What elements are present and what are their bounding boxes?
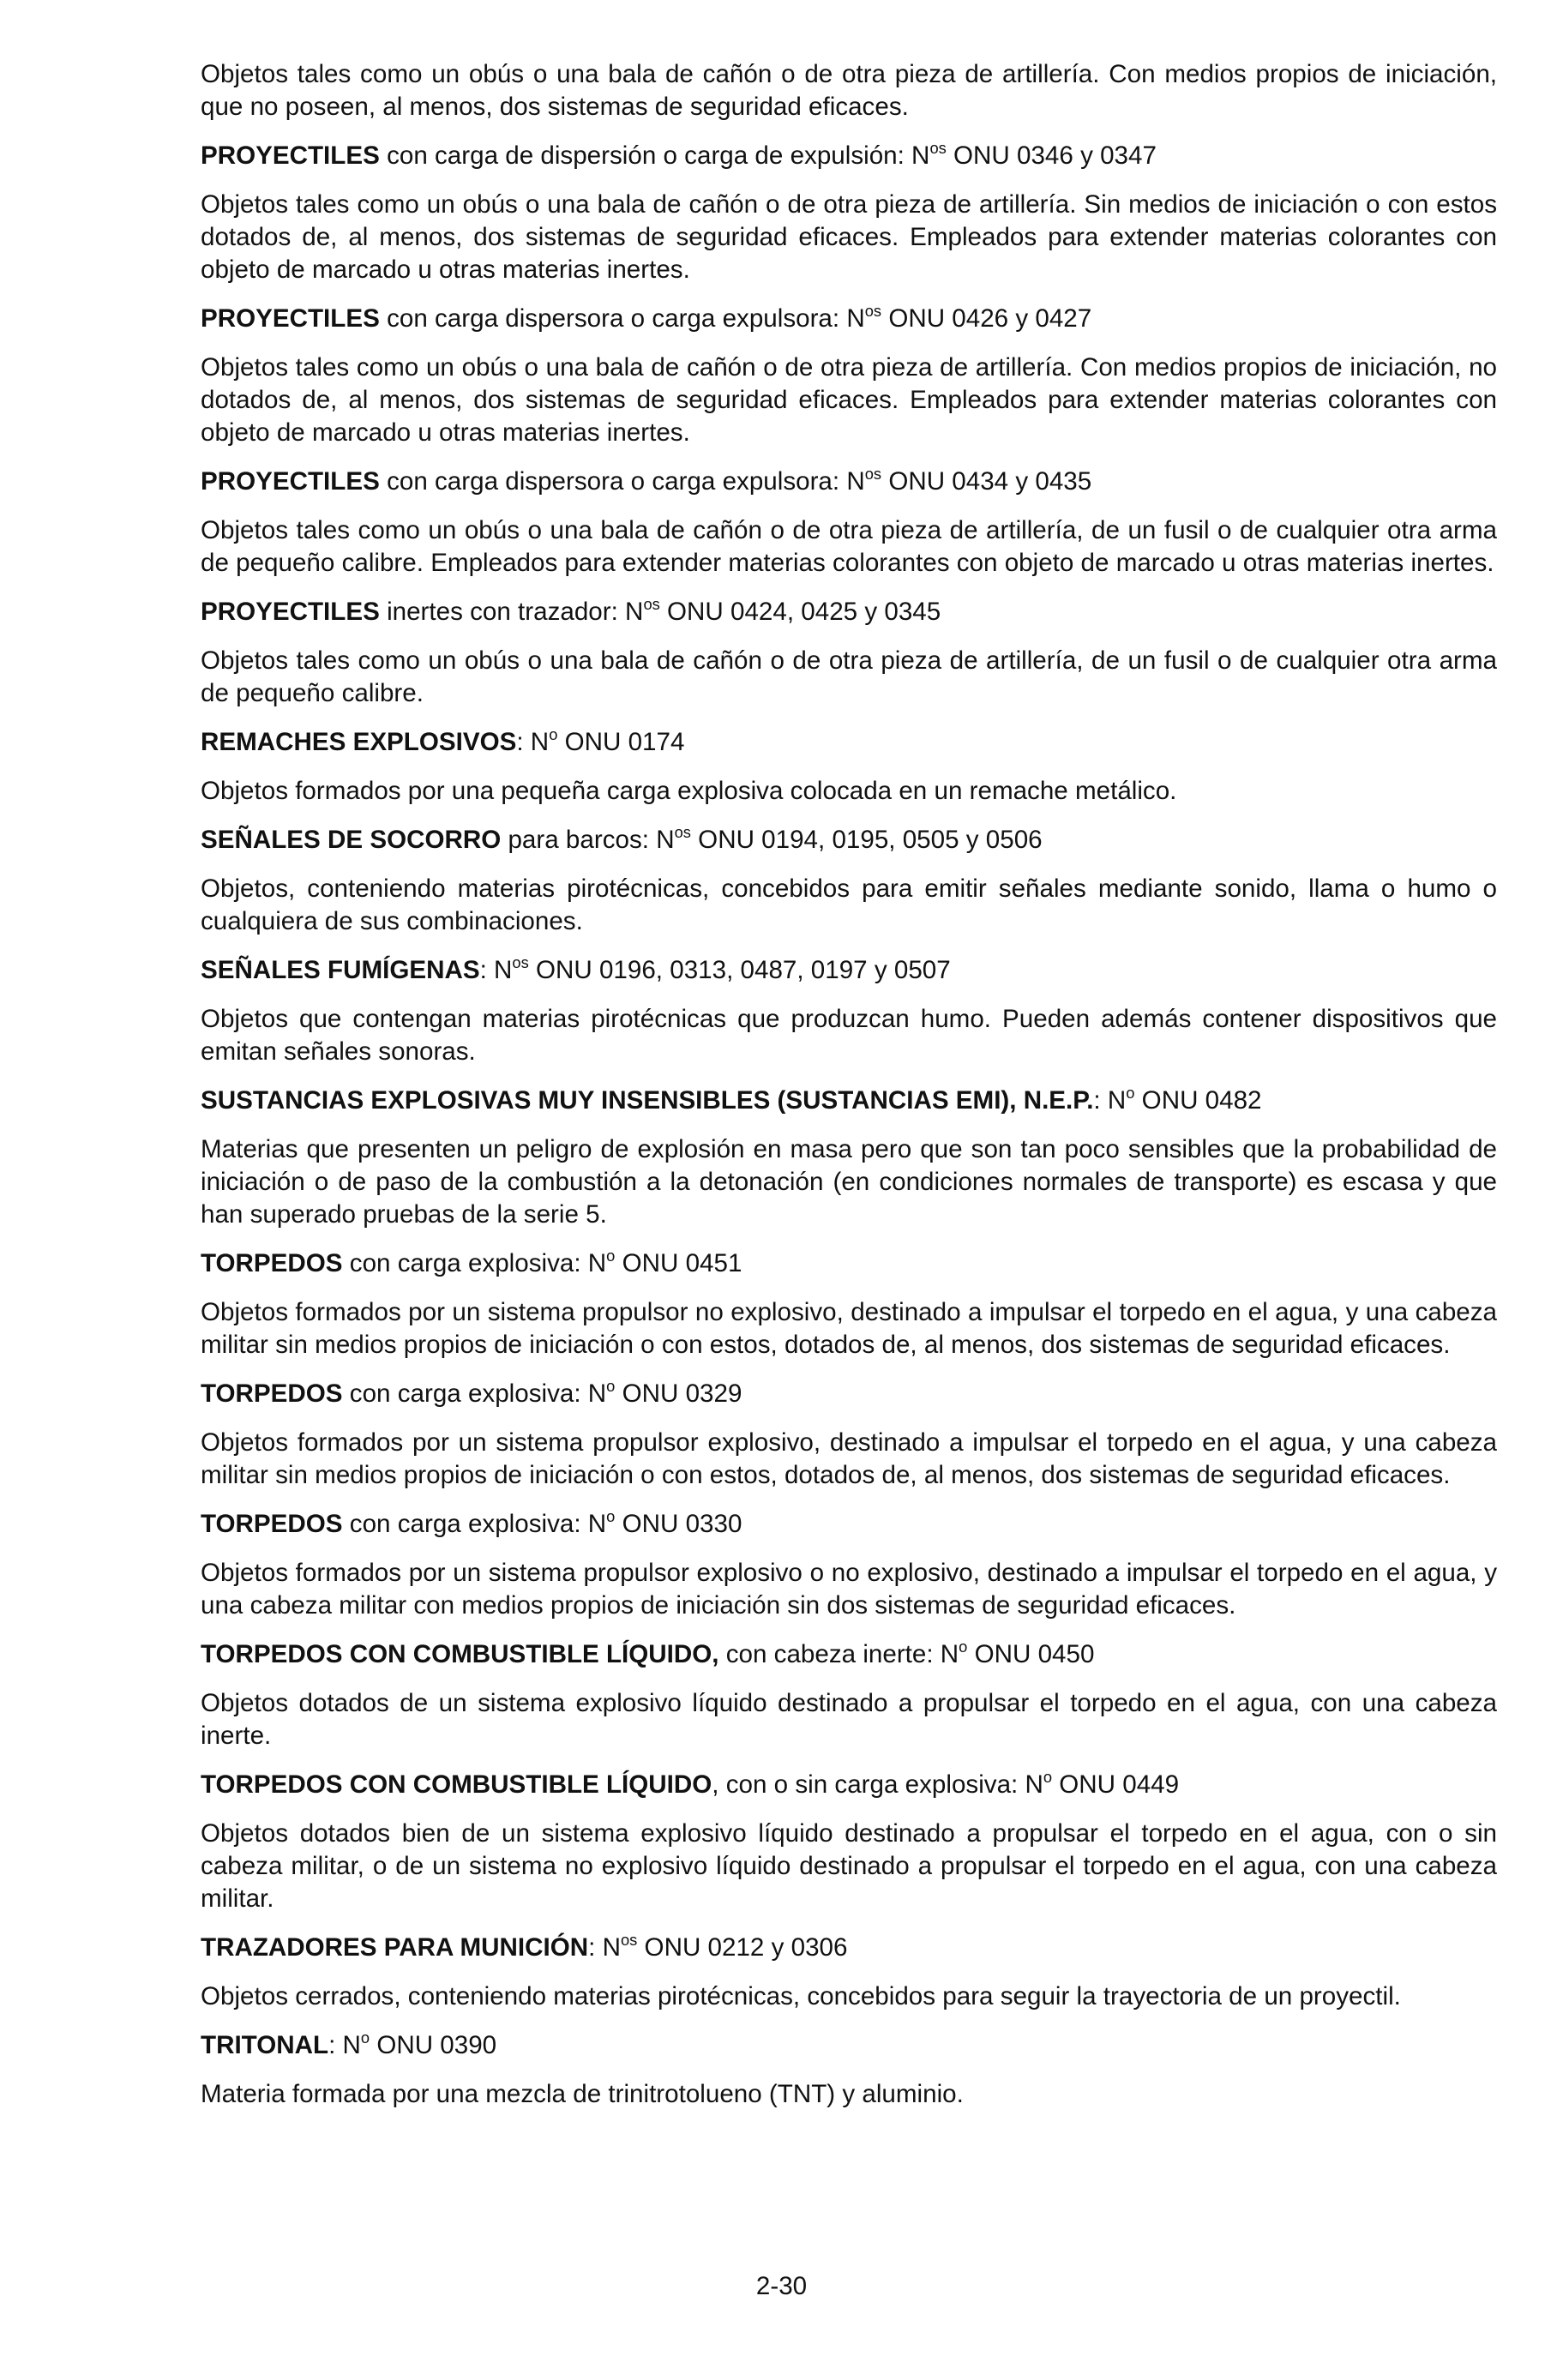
page-number: 2-30 xyxy=(755,2272,808,2300)
description-paragraph: Objetos tales como un obús o una bala de cañón o de otra pieza de artillería, de un fusil o de cualquier otra arma de pequeño calibre. Empleados para extender materias colorantes con objeto de marcado u otras materias inertes. xyxy=(201,516,1497,577)
entry-heading xyxy=(201,466,1497,498)
entry-heading xyxy=(201,1769,1497,1801)
entry-sup: o xyxy=(549,725,558,744)
entry-heading xyxy=(201,1247,1497,1280)
entry-text: con carga dispersora o carga expulsora: N xyxy=(379,467,865,496)
entry-sup: o xyxy=(1126,1084,1135,1103)
description-paragraph: Objetos formados por un sistema propulsor no explosivo, destinado a impulsar el torpedo en el agua, y una cabeza militar sin medios propios de iniciación o con estos, dotados de, al menos, dos sistemas de seguridad eficaces. xyxy=(201,1298,1497,1359)
entry-un-numbers: ONU 0449 xyxy=(1052,1770,1180,1799)
entry-title: SUSTANCIAS EXPLOSIVAS MUY INSENSIBLES (SUSTANCIAS EMI), N.E.P. xyxy=(201,1086,1094,1115)
entry-heading xyxy=(201,1638,1497,1671)
entry-text: con carga dispersora o carga expulsora: N xyxy=(379,304,865,333)
entry-un-numbers: ONU 0174 xyxy=(557,728,685,756)
entry-un-numbers: ONU 0196, 0313, 0487, 0197 y 0507 xyxy=(528,956,951,984)
description-paragraph: Objetos cerrados, conteniendo materias pirotécnicas, concebidos para seguir la trayectoria de un proyectil. xyxy=(201,1982,1401,2010)
entry-sup: o xyxy=(606,1507,616,1526)
entry-title: PROYECTILES xyxy=(201,467,380,496)
entry-sup: os xyxy=(929,139,947,158)
entry-sup: os xyxy=(643,595,660,614)
entry-heading xyxy=(201,726,1497,759)
entry-sup: o xyxy=(1043,1768,1053,1787)
entry-heading xyxy=(201,2029,1497,2062)
entry-heading xyxy=(201,303,1497,335)
entry-text: : N xyxy=(1093,1086,1127,1115)
description-paragraph: Materias que presenten un peligro de explosión en masa pero que son tan poco sensibles que la probabilidad de iniciación o de paso de la combustión a la detonación (en condiciones normales de transporte) es escasa y que han superado pruebas de la serie 5. xyxy=(201,1135,1497,1229)
entry-text: con carga explosiva: N xyxy=(342,1249,607,1277)
description-paragraph: Objetos tales como un obús o una bala de cañón o de otra pieza de artillería. Con medios propios de iniciación, que no poseen, al menos, dos sistemas de seguridad eficaces. xyxy=(201,60,1497,121)
description-paragraph: Objetos formados por un sistema propulsor explosivo, destinado a impulsar el torpedo en el agua, y una cabeza militar sin medios propios de iniciación o con estos, dotados de, al menos, dos sistemas de seguridad eficaces. xyxy=(201,1428,1497,1489)
entry-heading xyxy=(201,1378,1497,1410)
description-paragraph: Objetos formados por una pequeña carga explosiva colocada en un remache metálico. xyxy=(201,777,1177,805)
description-paragraph: Objetos dotados de un sistema explosivo líquido destinado a propulsar el torpedo en el agua, con una cabeza inerte. xyxy=(201,1689,1497,1750)
entry-text: : N xyxy=(328,2031,361,2059)
entry-title: TORPEDOS CON COMBUSTIBLE LÍQUIDO, xyxy=(201,1640,719,1668)
entry-un-numbers: ONU 0212 y 0306 xyxy=(637,1933,848,1962)
entry-un-numbers: ONU 0451 xyxy=(615,1249,742,1277)
entry-heading xyxy=(201,1508,1497,1541)
entry-heading xyxy=(201,596,1497,628)
entry-sup: os xyxy=(864,465,882,484)
entry-text: con carga de dispersión o carga de expulsión: N xyxy=(379,141,930,170)
entry-title: TRAZADORES PARA MUNICIÓN xyxy=(201,1933,589,1962)
entry-heading xyxy=(201,140,1497,172)
description-paragraph: Objetos formados por un sistema propulsor explosivo o no explosivo, destinado a impulsar el torpedo en el agua, y una cabeza militar con medios propios de iniciación sin dos sistemas de seguridad eficaces. xyxy=(201,1559,1497,1620)
entry-text: con carga explosiva: N xyxy=(342,1379,607,1408)
entry-sup: os xyxy=(512,953,529,972)
description-paragraph: Objetos tales como un obús o una bala de cañón o de otra pieza de artillería, de un fusil o de cualquier otra arma de pequeño calibre. xyxy=(201,646,1497,707)
entry-text: : N xyxy=(516,728,550,756)
entry-title: REMACHES EXPLOSIVOS xyxy=(201,728,517,756)
entry-un-numbers: ONU 0346 y 0347 xyxy=(946,141,1157,170)
entry-sup: os xyxy=(864,302,882,321)
entry-title: TRITONAL xyxy=(201,2031,329,2059)
description-paragraph: Objetos tales como un obús o una bala de cañón o de otra pieza de artillería. Con medios propios de iniciación, no dotados de, al menos, dos sistemas de seguridad eficaces. Empleados para extender materias colorantes con objeto de marcado u otras materias inertes. xyxy=(201,353,1497,447)
entry-text: : N xyxy=(479,956,513,984)
description-paragraph: Objetos tales como un obús o una bala de cañón o de otra pieza de artillería. Sin medios de iniciación o con estos dotados de, al menos, dos sistemas de seguridad eficaces. Empleados para extender materias colorantes con objeto de marcado u otras materias inertes. xyxy=(201,190,1497,284)
entry-heading xyxy=(201,824,1497,856)
description-paragraph: Objetos dotados bien de un sistema explosivo líquido destinado a propulsar el torpedo en el agua, con o sin cabeza militar, o de un sistema no explosivo líquido destinado a propulsar el torpedo en el agua, con una cabeza militar. xyxy=(201,1819,1497,1913)
description-paragraph: Objetos que contengan materias pirotécnicas que produzcan humo. Pueden además contener dispositivos que emitan señales sonoras. xyxy=(201,1005,1497,1066)
entry-un-numbers: ONU 0426 y 0427 xyxy=(881,304,1092,333)
entry-title: TORPEDOS CON COMBUSTIBLE LÍQUIDO xyxy=(201,1770,712,1799)
entry-heading xyxy=(201,1932,1497,1964)
entry-text: : N xyxy=(588,1933,621,1962)
entry-title: PROYECTILES xyxy=(201,141,380,170)
entry-un-numbers: ONU 0330 xyxy=(615,1510,742,1538)
entry-sup: o xyxy=(606,1377,616,1396)
entry-un-numbers: ONU 0482 xyxy=(1134,1086,1262,1115)
entry-un-numbers: ONU 0434 y 0435 xyxy=(881,467,1092,496)
entry-text: con carga explosiva: N xyxy=(342,1510,607,1538)
entry-un-numbers: ONU 0194, 0195, 0505 y 0506 xyxy=(690,826,1043,854)
entry-text: con cabeza inerte: N xyxy=(718,1640,959,1668)
entry-un-numbers: ONU 0450 xyxy=(967,1640,1095,1668)
entry-title: PROYECTILES xyxy=(201,598,380,626)
entry-title: SEÑALES DE SOCORRO xyxy=(201,826,502,854)
entry-heading xyxy=(201,1085,1497,1117)
entry-sup: o xyxy=(606,1247,616,1265)
entry-un-numbers: ONU 0390 xyxy=(370,2031,497,2059)
entry-title: SEÑALES FUMÍGENAS xyxy=(201,956,480,984)
entry-title: PROYECTILES xyxy=(201,304,380,333)
entry-un-numbers: ONU 0424, 0425 y 0345 xyxy=(659,598,941,626)
entry-text: para barcos: N xyxy=(501,826,675,854)
entry-text: inertes con trazador: N xyxy=(379,598,644,626)
entry-title: TORPEDOS xyxy=(201,1379,343,1408)
entry-title: TORPEDOS xyxy=(201,1510,343,1538)
entry-title: TORPEDOS xyxy=(201,1249,343,1277)
entry-sup: o xyxy=(360,2028,370,2047)
entry-heading xyxy=(201,954,1497,987)
description-paragraph: Objetos, conteniendo materias pirotécnicas, concebidos para emitir señales mediante sonido, llama o humo o cualquiera de sus combinaciones. xyxy=(201,874,1497,935)
entry-sup: os xyxy=(620,1931,638,1950)
entry-sup: o xyxy=(959,1638,968,1656)
entry-un-numbers: ONU 0329 xyxy=(615,1379,742,1408)
document-body xyxy=(201,58,1497,2127)
description-paragraph: Materia formada por una mezcla de trinitrotolueno (TNT) y aluminio. xyxy=(201,2080,964,2108)
entry-sup: os xyxy=(674,823,691,842)
entry-text: , con o sin carga explosiva: N xyxy=(712,1770,1043,1799)
